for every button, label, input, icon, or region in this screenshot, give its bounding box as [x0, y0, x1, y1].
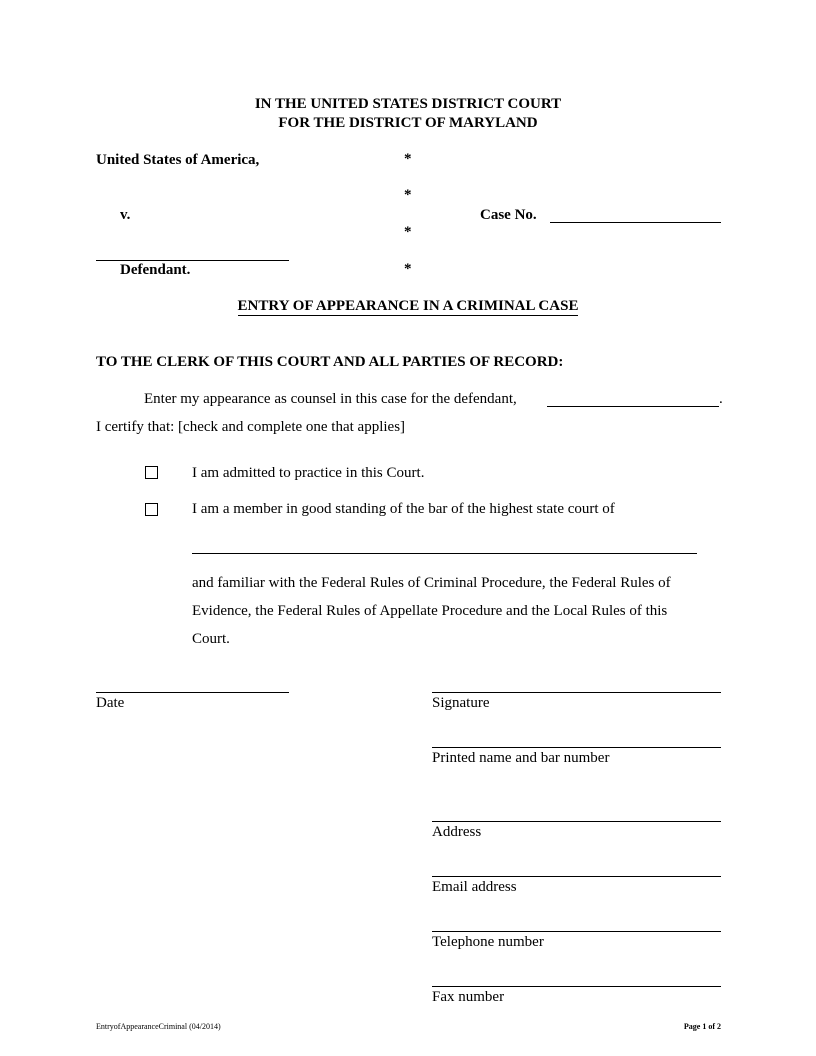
state-court-field[interactable]: [192, 553, 697, 554]
caption-asterisk: *: [404, 151, 412, 167]
plaintiff-name: United States of America,: [96, 152, 260, 168]
date-field[interactable]: [96, 692, 289, 693]
fax-field[interactable]: [432, 986, 721, 987]
court-header-line2: FOR THE DISTRICT OF MARYLAND: [278, 115, 538, 131]
defendant-name-field[interactable]: [96, 260, 289, 261]
document-title: [0, 298, 816, 316]
footer-page-number: Page 1 of 2: [683, 1022, 721, 1031]
appearance-text: Enter my appearance as counsel in this case for the defendant,: [144, 391, 517, 407]
email-field[interactable]: [432, 876, 721, 877]
address-label: Address: [432, 824, 482, 840]
telephone-label: Telephone number: [432, 934, 544, 950]
signature-field[interactable]: [432, 692, 721, 693]
admitted-option-label: I am admitted to practice in this Court.: [192, 465, 425, 481]
defendant-name-input[interactable]: [547, 406, 719, 407]
familiar-text-line3: Court.: [192, 631, 230, 647]
familiar-text-line1: and familiar with the Federal Rules of Criminal Procedure, the Federal Rules of: [192, 575, 671, 591]
fax-label: Fax number: [432, 989, 505, 1005]
defendant-label: Defendant.: [120, 262, 191, 278]
address-field[interactable]: [432, 821, 721, 822]
certify-text: I certify that: [check and complete one that applies]: [96, 419, 406, 435]
footer-form-id: EntryofAppearanceCriminal (04/2014): [96, 1022, 221, 1031]
bar-member-checkbox[interactable]: [145, 503, 158, 516]
caption-asterisk: *: [404, 187, 412, 203]
bar-member-option-label: I am a member in good standing of the bar of the highest state court of: [192, 501, 615, 517]
admitted-checkbox[interactable]: [145, 466, 158, 479]
case-no-label: Case No.: [480, 207, 537, 223]
appearance-period: .: [719, 391, 723, 407]
date-label: Date: [96, 695, 125, 711]
email-label: Email address: [432, 879, 517, 895]
signature-label: Signature: [432, 695, 490, 711]
caption-asterisk: *: [404, 261, 412, 277]
document-title-text: ENTRY OF APPEARANCE IN A CRIMINAL CASE: [237, 298, 579, 314]
familiar-text-line2: Evidence, the Federal Rules of Appellate Procedure and the Local Rules of this: [192, 603, 668, 619]
case-no-field[interactable]: [550, 222, 721, 223]
caption-asterisk: *: [404, 224, 412, 240]
printed-name-field[interactable]: [432, 747, 721, 748]
versus-label: v.: [120, 207, 131, 223]
printed-name-label: Printed name and bar number: [432, 750, 610, 766]
salutation: TO THE CLERK OF THIS COURT AND ALL PARTIES OF RECORD:: [96, 354, 564, 370]
court-header-line1: IN THE UNITED STATES DISTRICT COURT: [254, 96, 562, 112]
telephone-field[interactable]: [432, 931, 721, 932]
